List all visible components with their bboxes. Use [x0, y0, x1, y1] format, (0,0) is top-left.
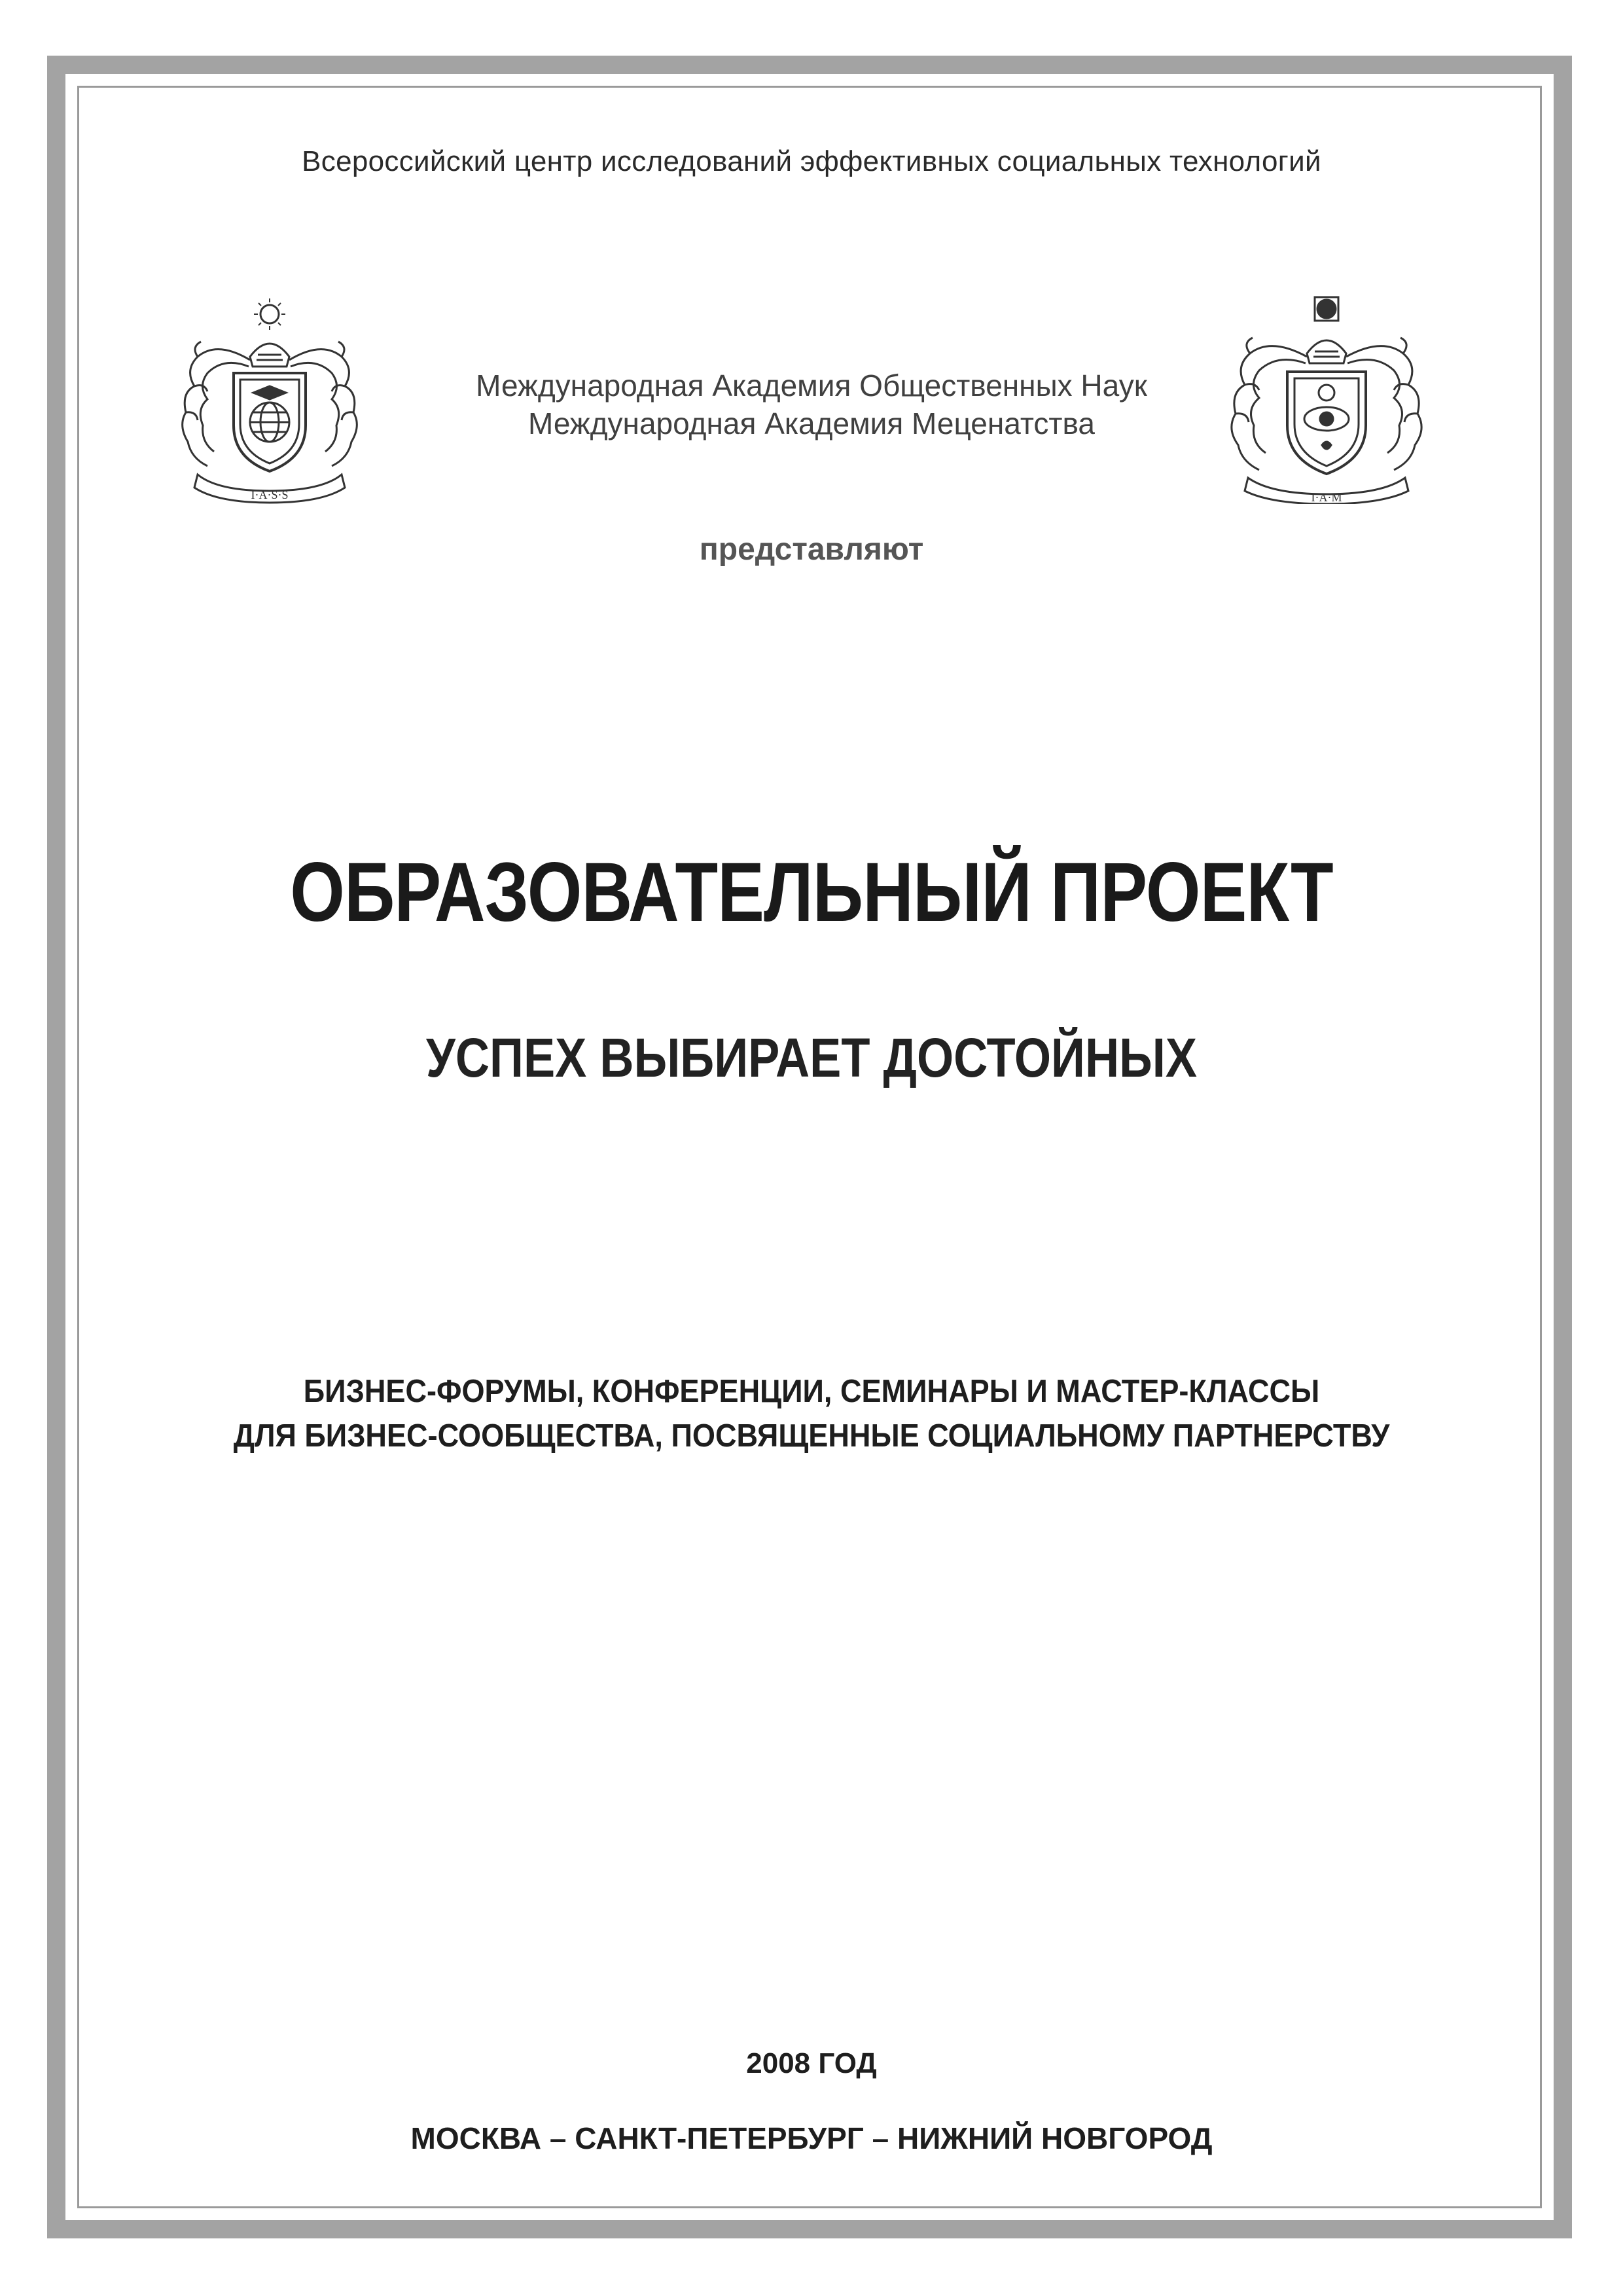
project-title: ОБРАЗОВАТЕЛЬНЫЙ ПРОЕКТ	[290, 846, 1333, 939]
year-label: 2008 ГОД	[746, 2047, 877, 2079]
project-description	[65, 1369, 1558, 1458]
description-line-2: ДЛЯ БИЗНЕС-СООБЩЕСТВА, ПОСВЯЩЕННЫЕ СОЦИАЛЬНОМУ ПАРТНЕРСТВУ	[233, 1418, 1390, 1454]
academies-block	[360, 367, 1263, 442]
cities-label: МОСКВА – САНКТ-ПЕТЕРБУРГ – НИЖНИЙ НОВГОРОД	[410, 2121, 1213, 2155]
project-subtitle: УСПЕХ ВЫБИРАЕТ ДОСТОЙНЫХ	[425, 1027, 1198, 1088]
academy-patronage: Международная Академия Меценатства	[528, 406, 1095, 440]
right-motto: I·A·M	[1311, 491, 1342, 504]
description-line-1: БИЗНЕС-ФОРУМЫ, КОНФЕРЕНЦИИ, СЕМИНАРЫ И МАСТЕР-КЛАССЫ	[303, 1374, 1320, 1409]
organization-header: Всероссийский центр исследований эффективных социальных технологий	[302, 145, 1321, 177]
left-coat-of-arms-icon	[171, 295, 368, 504]
presenting-label: представляют	[699, 532, 924, 567]
academy-social-sciences: Международная Академия Общественных Наук	[476, 368, 1147, 403]
left-motto: I·A·S·S	[251, 488, 289, 501]
